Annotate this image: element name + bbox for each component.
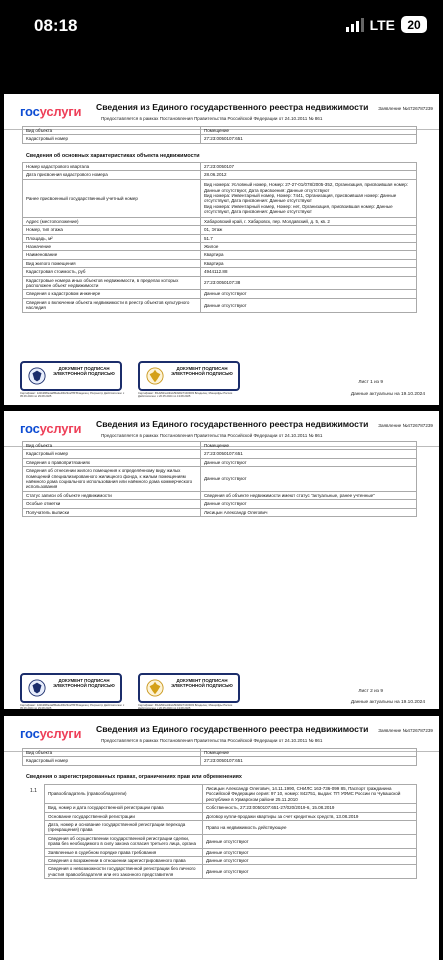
status-bar xyxy=(0,0,443,56)
rights-table xyxy=(44,784,417,879)
table-row: Сведения об отнесении жилого помещения к определённому виду жилых помещений специализированного жилищного фонда, к жилым помещениям наёмного дома социального использования или наёмного дома коммерческого использования Данные отсутствуют xyxy=(23,467,417,492)
statement-number: Заявление №4726787239 xyxy=(378,423,433,428)
table-row: Статус записи об объекте недвижимости Сведения об объекте недвижимости имеют статус "актуальные, ранее учтенные" xyxy=(23,491,417,499)
status-time: 08:18 xyxy=(34,16,78,35)
table-row: Сведения о кадастровом инженере Данные отсутствуют xyxy=(23,290,417,298)
table-row: Дата присвоения кадастрового номера 28.06.2012 xyxy=(23,171,417,179)
row-number: 1.1 xyxy=(30,788,37,794)
data-date: Данные актуальны на 19.10.2024 xyxy=(350,392,425,397)
eagle-emblem-icon xyxy=(146,679,164,697)
eagle-emblem-icon xyxy=(146,367,164,385)
signature-stamp xyxy=(20,361,122,391)
table-row: Номер, тип этажа 01, Этаж xyxy=(23,226,417,234)
table-row: Основание государственной регистрации Договор купли-продажи квартиры за счет кредитных средств, 13.08.2019 xyxy=(45,812,417,820)
table-row: Дата, номер и основание государственной регистрации перехода (прекращения) права Право на недвижимость действующее xyxy=(45,821,417,835)
document-title: Сведения из Единого государственного реестра недвижимости xyxy=(96,724,369,734)
signature-stamp xyxy=(20,673,122,703)
network-type: LTE xyxy=(369,16,395,33)
battery-icon: 20 xyxy=(401,16,427,33)
document-subtitle: Предоставляется в рамках Постановления Правительства Российской Федерации от 24.10.2011 № 861 xyxy=(101,116,323,121)
table-row: Кадастровый номер 27:23:0050107:651 xyxy=(23,135,417,143)
document-title: Сведения из Единого государственного реестра недвижимости xyxy=(96,102,369,112)
table-row: Сведения о правопритязаниях Данные отсутствуют xyxy=(23,458,417,466)
table-row: Ранее присвоенный государственный учетный номер Вид номера: Условный номер, Номер: 27-27-01/078/2005-352, Организация, присвоившая номер: Данные отсутствуют, Дата присвоения: Данные отсутствуют Вид номера: Инвентарный номер, Номер: 7441, Организация, присвоившая номер: Данные отсутствуют, Дата присвоения: Данные отсутствуют Вид номера: Инвентарный номер, Номер: нет, Организация, присвоившая номер: Данные отсутствуют, Дата присвоения: Данные отсутствуют xyxy=(23,179,417,217)
table-row: Особые отметки Данные отсутствуют xyxy=(23,500,417,508)
emblem-icon xyxy=(28,679,46,697)
document-page-1 xyxy=(4,94,439,405)
section-title: Сведения о зарегистрированных правах, ограничениях прав или обременениях xyxy=(26,774,242,780)
table-row: Назначение Жилое xyxy=(23,243,417,251)
table-row: Наименование Квартира xyxy=(23,251,417,259)
signature-stamp xyxy=(138,361,240,391)
table-row: Заявленные в судебном порядке права требования Данные отсутствуют xyxy=(45,848,417,856)
gosuslugi-logo: госуслуги xyxy=(20,726,82,741)
certificate-info: Сертификат: 1d1b29f0a1a8f6a2e40b23ca7f8f Владелец: Росреестр Действителен: с 05.06.2024 по 29.08.2025 xyxy=(20,392,125,399)
document-subtitle: Предоставляется в рамках Постановления Правительства Российской Федерации от 24.10.2011 № 861 xyxy=(101,433,323,438)
table-row: Сведения о возражении в отношении зарегистрированного права Данные отсутствуют xyxy=(45,857,417,865)
table-row: Вид объекта Помещение xyxy=(23,127,417,135)
table-row: Получатель выписки Лисицын Александр Олегович xyxy=(23,508,417,516)
table-row: Вид жилого помещения Квартира xyxy=(23,259,417,267)
page-header xyxy=(4,716,439,752)
document-page-2 xyxy=(4,411,439,709)
object-table xyxy=(22,126,417,144)
table-row: Вид объекта Помещение xyxy=(23,442,417,450)
table-row: Сведения об осуществлении государственной регистрации сделки, права без необходимого в силу закона согласия третьего лица, органа Данные отсутствуют xyxy=(45,834,417,848)
emblem-icon xyxy=(28,367,46,385)
table-row: Кадастровый номер 27:23:0050107:651 xyxy=(23,450,417,458)
table-row: Кадастровый номер 27:23:0050107:651 xyxy=(23,757,417,765)
section-title: Сведения об основных характеристиках объекта недвижимости xyxy=(26,153,200,159)
signal-icon xyxy=(346,18,364,32)
table-row: Сведения о включении объекта недвижимости в реестр объектов культурного наследия Данные отсутствуют xyxy=(23,298,417,312)
gosuslugi-logo: госуслуги xyxy=(20,104,82,119)
object-table xyxy=(22,748,417,766)
page-header xyxy=(4,94,439,130)
table-row: Вид объекта Помещение xyxy=(23,749,417,757)
signature-stamp xyxy=(138,673,240,703)
certificate-info: Сертификат: 6f1d29fca14b2e5b9d0c71b0f203 Владелец: Минцифры России Действителен: с 20.05.2024 по 13.08.2025 xyxy=(138,704,233,709)
statement-number: Заявление №4726787239 xyxy=(378,106,433,111)
table-row: Площадь, м² 51.7 xyxy=(23,234,417,242)
characteristics-table xyxy=(22,162,417,313)
object-table xyxy=(22,441,417,517)
stamp-text: ДОКУМЕНТ ПОДПИСАН ЭЛЕКТРОННОЙ ПОДПИСЬЮ xyxy=(171,366,233,377)
page-counter: Лист 2 из 9 xyxy=(358,689,383,694)
stamp-text: ДОКУМЕНТ ПОДПИСАН ЭЛЕКТРОННОЙ ПОДПИСЬЮ xyxy=(171,678,233,689)
table-row: Номер кадастрового квартала 27:23:0050107 xyxy=(23,163,417,171)
stamp-text: ДОКУМЕНТ ПОДПИСАН ЭЛЕКТРОННОЙ ПОДПИСЬЮ xyxy=(53,678,115,689)
document-title: Сведения из Единого государственного реестра недвижимости xyxy=(96,419,369,429)
gosuslugi-logo: госуслуги xyxy=(20,421,82,436)
table-row: Адрес (местоположение) Хабаровский край, г. Хабаровск, пер. Молдавский, д. 5, кв. 2 xyxy=(23,217,417,225)
document-page-3 xyxy=(4,716,439,960)
data-date: Данные актуальны на 19.10.2024 xyxy=(350,700,425,705)
table-row: Кадастровые номера иных объектов недвижимости, в пределах которых расположен объект недвижимости 27:23:0050107:38 xyxy=(23,276,417,290)
page-counter: Лист 1 из 9 xyxy=(358,380,383,385)
table-row: Правообладатель (правообладатели) Лисицын Александр Олегович, 14.11.1990, СНИЛС 163-736-099 85, Паспорт гражданина Российской Федерации серия: 97 10, номер: 842751, выдан: ТП УФМС России по Чувашской республике в Урмарском районе 25.11.2010 xyxy=(45,785,417,804)
table-row: Сведения о невозможности государственной регистрации без личного участия правообладателя или его законного представителя Данные отсутствуют xyxy=(45,865,417,879)
stamp-text: ДОКУМЕНТ ПОДПИСАН ЭЛЕКТРОННОЙ ПОДПИСЬЮ xyxy=(53,366,115,377)
statement-number: Заявление №4726787239 xyxy=(378,728,433,733)
table-row: Вид, номер и дата государственной регистрации права Собственность, 27:23:0050107:651-27/020/2019-6, 15.08.2019 xyxy=(45,804,417,812)
document-subtitle: Предоставляется в рамках Постановления Правительства Российской Федерации от 24.10.2011 № 861 xyxy=(101,738,323,743)
certificate-info: Сертификат: 6f1d29fca14b2e5b9d0c71b0f203 Владелец: Минцифры России Действителен: с 20.05.2024 по 13.08.2025 xyxy=(138,392,233,399)
certificate-info: Сертификат: 1d1b29f0a1a8f6a2e40b23ca7f8f Владелец: Росреестр Действителен: с 05.06.2024 по 29.08.2025 xyxy=(20,704,125,709)
table-row: Кадастровая стоимость, руб 4944112.88 xyxy=(23,268,417,276)
